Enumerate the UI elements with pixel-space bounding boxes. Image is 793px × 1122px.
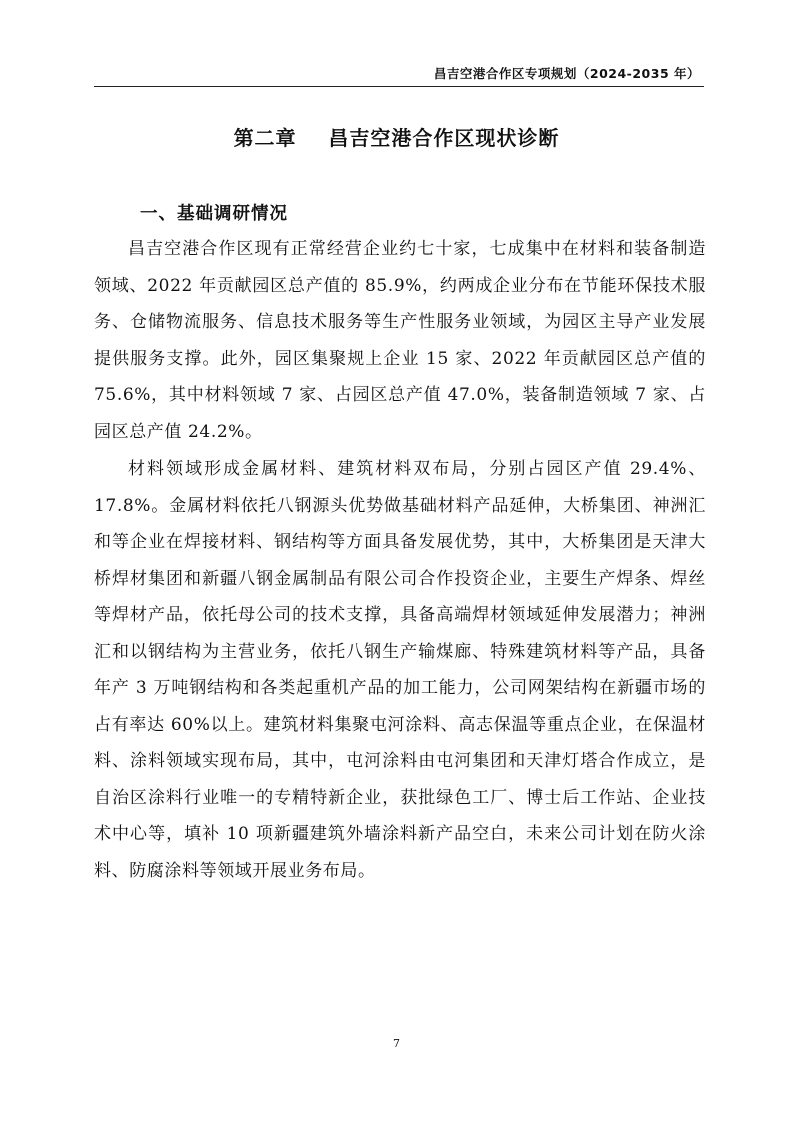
body-text: [94, 231, 706, 450]
body-text-2: [94, 451, 706, 889]
paragraph-2: 材料领域形成金属材料、建筑材料双布局，分别占园区产值 29.4%、17.8%。金属材料依托八钢源头优势做基础材料产品延伸，大桥集团、神洲汇和等企业在焊接材料、钢结构等方面具备发展优势，其中，大桥集团是天津大桥焊材集团和新疆八钢金属制品有限公司合作投资企业，主要生产焊条、焊丝等焊材产品，依托母公司的技术支撑，具备高端焊材领域延伸发展潜力；神洲汇和以钢结构为主营业务，依托八钢生产输煤廊、特殊建筑材料等产品，具备年产 3 万吨钢结构和各类起重机产品的加工能力，公司网架结构在新疆市场的占有率达 60%以上。建筑材料集聚屯河涂料、高志保温等重点企业，在保温材料、涂料领域实现布局，其中，屯河涂料由屯河集团和天津灯塔合作成立，是自治区涂料行业唯一的专精特新企业，获批绿色工厂、博士后工作站、企业技术中心等，填补 10 项新疆建筑外墙涂料新产品空白，未来公司计划在防火涂料、防腐涂料等领域开展业务布局。: [94, 459, 706, 881]
page-number: 7: [393, 1037, 400, 1050]
running-header-title: 昌吉空港合作区专项规划（2024-2035 年）: [433, 66, 700, 81]
chapter-title: 第二章 昌吉空港合作区现状诊断: [233, 126, 560, 150]
section-heading: 一、基础调研情况: [140, 204, 288, 224]
paragraph-1: 昌吉空港合作区现有正常经营企业约七十家，七成集中在材料和装备制造领域、2022 年贡献园区总产值的 85.9%，约两成企业分布在节能环保技术服务、仓储物流服务、信息技术服务等生产性服务业领域，为园区主导产业发展提供服务支撑。此外，园区集聚规上企业 15 家、2022 年贡献园区总产值的 75.6%，其中材料领域 7 家、占园区总产值 47.0%，装备制造领域 7 家、占园区总产值 24.2%。: [94, 239, 706, 442]
running-header: [94, 64, 704, 87]
